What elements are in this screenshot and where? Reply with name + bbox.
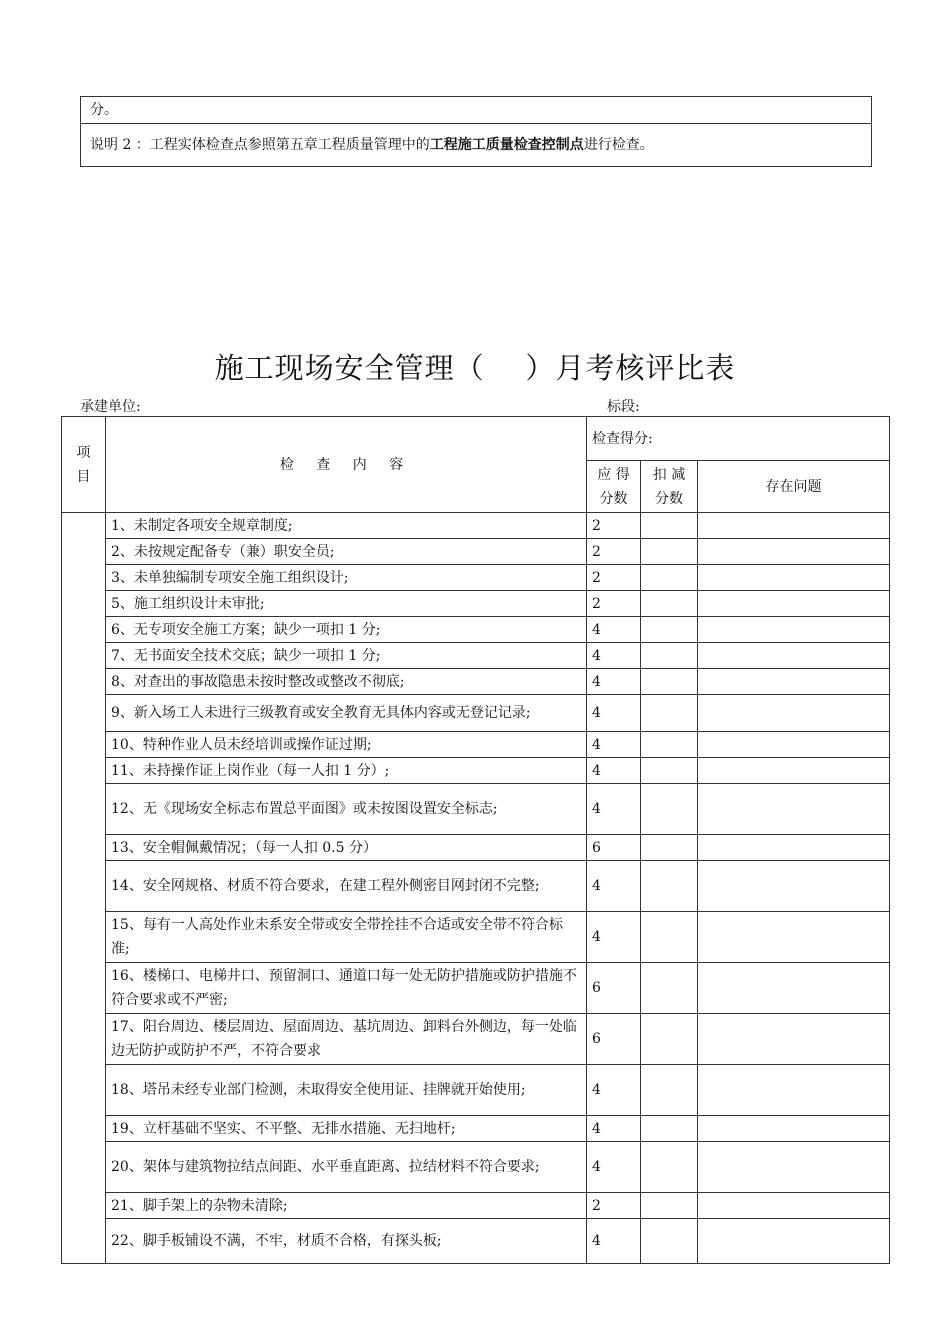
deduct-score-cell	[641, 758, 698, 784]
issues-cell	[698, 963, 890, 1014]
table-row	[62, 963, 890, 1014]
deduct-score-cell	[641, 1219, 698, 1264]
header-score-group: 检查得分:	[587, 417, 890, 461]
table-row	[62, 1193, 890, 1219]
table-row	[62, 835, 890, 861]
table-row	[62, 643, 890, 669]
table-row	[62, 513, 890, 539]
issues-cell	[698, 669, 890, 695]
due-score-cell: 2	[587, 1193, 641, 1219]
issues-cell	[698, 1014, 890, 1065]
issues-cell	[698, 1142, 890, 1193]
due-score-cell: 6	[587, 835, 641, 861]
issues-cell	[698, 513, 890, 539]
content-cell: 5、施工组织设计未审批;	[106, 591, 587, 617]
due-score-cell: 2	[587, 539, 641, 565]
due-score-cell: 4	[587, 1219, 641, 1264]
issues-cell	[698, 591, 890, 617]
note-2-bold: 工程施工质量检查控制点	[429, 137, 584, 153]
due-score-cell: 4	[587, 669, 641, 695]
due-score-cell: 4	[587, 732, 641, 758]
notes-box	[80, 96, 872, 167]
content-cell: 13、安全帽佩戴情况；（每一人扣 0.5 分）	[106, 835, 587, 861]
content-cell: 6、无专项安全施工方案；缺少一项扣 1 分;	[106, 617, 587, 643]
deduct-score-cell	[641, 1014, 698, 1065]
due-score-cell: 4	[587, 861, 641, 912]
table-row	[62, 758, 890, 784]
content-cell: 14、安全网规格、材质不符合要求，在建工程外侧密目网封闭不完整;	[106, 861, 587, 912]
issues-cell	[698, 732, 890, 758]
deduct-score-cell	[641, 835, 698, 861]
page-title: 施工现场安全管理（ ）月考核评比表	[214, 351, 736, 385]
header-deduct-score: 扣 减 分数	[641, 461, 698, 513]
content-cell: 3、未单独编制专项安全施工组织设计;	[106, 565, 587, 591]
due-score-cell: 4	[587, 1116, 641, 1142]
table-row	[62, 565, 890, 591]
deduct-score-cell	[641, 591, 698, 617]
note-2-prefix: 说明 2 ：工程实体检查点参照第五章工程质量管理中的	[90, 137, 430, 153]
content-cell: 7、无书面安全技术交底；缺少一项扣 1 分;	[106, 643, 587, 669]
issues-cell	[698, 912, 890, 963]
deduct-score-cell	[641, 784, 698, 835]
issues-cell	[698, 835, 890, 861]
note-line-2	[81, 123, 871, 166]
content-cell: 15、每有一人高处作业未系安全带或安全带拴挂不合适或安全带不符合标准;	[106, 912, 587, 963]
section-label: 标段:	[607, 399, 640, 415]
header-due-score: 应 得 分数	[587, 461, 641, 513]
note-line-1: 分。	[90, 102, 118, 118]
due-score-cell: 4	[587, 617, 641, 643]
table-row	[62, 1219, 890, 1264]
table-row	[62, 1014, 890, 1065]
issues-cell	[698, 695, 890, 732]
due-score-cell: 4	[587, 784, 641, 835]
content-cell: 19、立杆基础不坚实、不平整、无排水措施、无扫地杆;	[106, 1116, 587, 1142]
issues-cell	[698, 784, 890, 835]
issues-cell	[698, 861, 890, 912]
content-cell: 1、未制定各项安全规章制度;	[106, 513, 587, 539]
deduct-score-cell	[641, 912, 698, 963]
due-score-cell: 2	[587, 513, 641, 539]
table-row	[62, 1142, 890, 1193]
due-score-cell: 4	[587, 758, 641, 784]
table-row	[62, 539, 890, 565]
issues-cell	[698, 1193, 890, 1219]
header-issues: 存在问题	[698, 461, 890, 513]
table-row	[62, 1116, 890, 1142]
issues-cell	[698, 758, 890, 784]
deduct-score-cell	[641, 539, 698, 565]
due-score-cell: 6	[587, 963, 641, 1014]
deduct-score-cell	[641, 513, 698, 539]
content-cell: 22、脚手板铺设不满，不牢，材质不合格，有探头板;	[106, 1219, 587, 1264]
unit-label: 承建单位:	[80, 399, 141, 415]
content-cell: 21、脚手架上的杂物未清除;	[106, 1193, 587, 1219]
table-row	[62, 732, 890, 758]
item-cell	[62, 513, 106, 1264]
content-cell: 10、特种作业人员未经培训或操作证过期;	[106, 732, 587, 758]
table-row	[62, 617, 890, 643]
issues-cell	[698, 1116, 890, 1142]
issues-cell	[698, 539, 890, 565]
content-cell: 12、无《现场安全标志布置总平面图》或未按图设置安全标志;	[106, 784, 587, 835]
table-row	[62, 695, 890, 732]
deduct-score-cell	[641, 861, 698, 912]
header-item: 项 目	[62, 417, 106, 513]
content-cell: 18、塔吊未经专业部门检测，未取得安全使用证、挂牌就开始使用;	[106, 1065, 587, 1116]
deduct-score-cell	[641, 1193, 698, 1219]
deduct-score-cell	[641, 732, 698, 758]
deduct-score-cell	[641, 617, 698, 643]
due-score-cell: 2	[587, 565, 641, 591]
deduct-score-cell	[641, 1142, 698, 1193]
due-score-cell: 4	[587, 1142, 641, 1193]
assessment-table	[61, 416, 890, 1264]
issues-cell	[698, 617, 890, 643]
table-row	[62, 912, 890, 963]
content-cell: 11、未持操作证上岗作业（每一人扣 1 分）;	[106, 758, 587, 784]
due-score-cell: 4	[587, 643, 641, 669]
issues-cell	[698, 565, 890, 591]
due-score-cell: 2	[587, 591, 641, 617]
header-content: 检 查 内 容	[106, 417, 587, 513]
deduct-score-cell	[641, 1065, 698, 1116]
table-row	[62, 1065, 890, 1116]
deduct-score-cell	[641, 643, 698, 669]
deduct-score-cell	[641, 565, 698, 591]
table-row	[62, 861, 890, 912]
table-row	[62, 669, 890, 695]
due-score-cell: 4	[587, 695, 641, 732]
content-cell: 2、未按规定配备专（兼）职安全员;	[106, 539, 587, 565]
due-score-cell: 4	[587, 912, 641, 963]
table-row	[62, 784, 890, 835]
deduct-score-cell	[641, 669, 698, 695]
issues-cell	[698, 1065, 890, 1116]
table-row	[62, 591, 890, 617]
content-cell: 16、楼梯口、电梯井口、预留洞口、通道口每一处无防护措施或防护措施不符合要求或不严密;	[106, 963, 587, 1014]
note-2-suffix: 进行检查。	[583, 137, 654, 153]
issues-cell	[698, 643, 890, 669]
deduct-score-cell	[641, 695, 698, 732]
header-row-1	[62, 417, 890, 461]
content-cell: 9、新入场工人未进行三级教育或安全教育无具体内容或无登记记录;	[106, 695, 587, 732]
due-score-cell: 4	[587, 1065, 641, 1116]
deduct-score-cell	[641, 963, 698, 1014]
deduct-score-cell	[641, 1116, 698, 1142]
due-score-cell: 6	[587, 1014, 641, 1065]
issues-cell	[698, 1219, 890, 1264]
content-cell: 20、架体与建筑物拉结点间距、水平垂直距离、拉结材料不符合要求;	[106, 1142, 587, 1193]
content-cell: 17、阳台周边、楼层周边、屋面周边、基坑周边、卸料台外侧边，每一处临边无防护或防护不严，不符合要求	[106, 1014, 587, 1065]
content-cell: 8、对查出的事故隐患未按时整改或整改不彻底;	[106, 669, 587, 695]
